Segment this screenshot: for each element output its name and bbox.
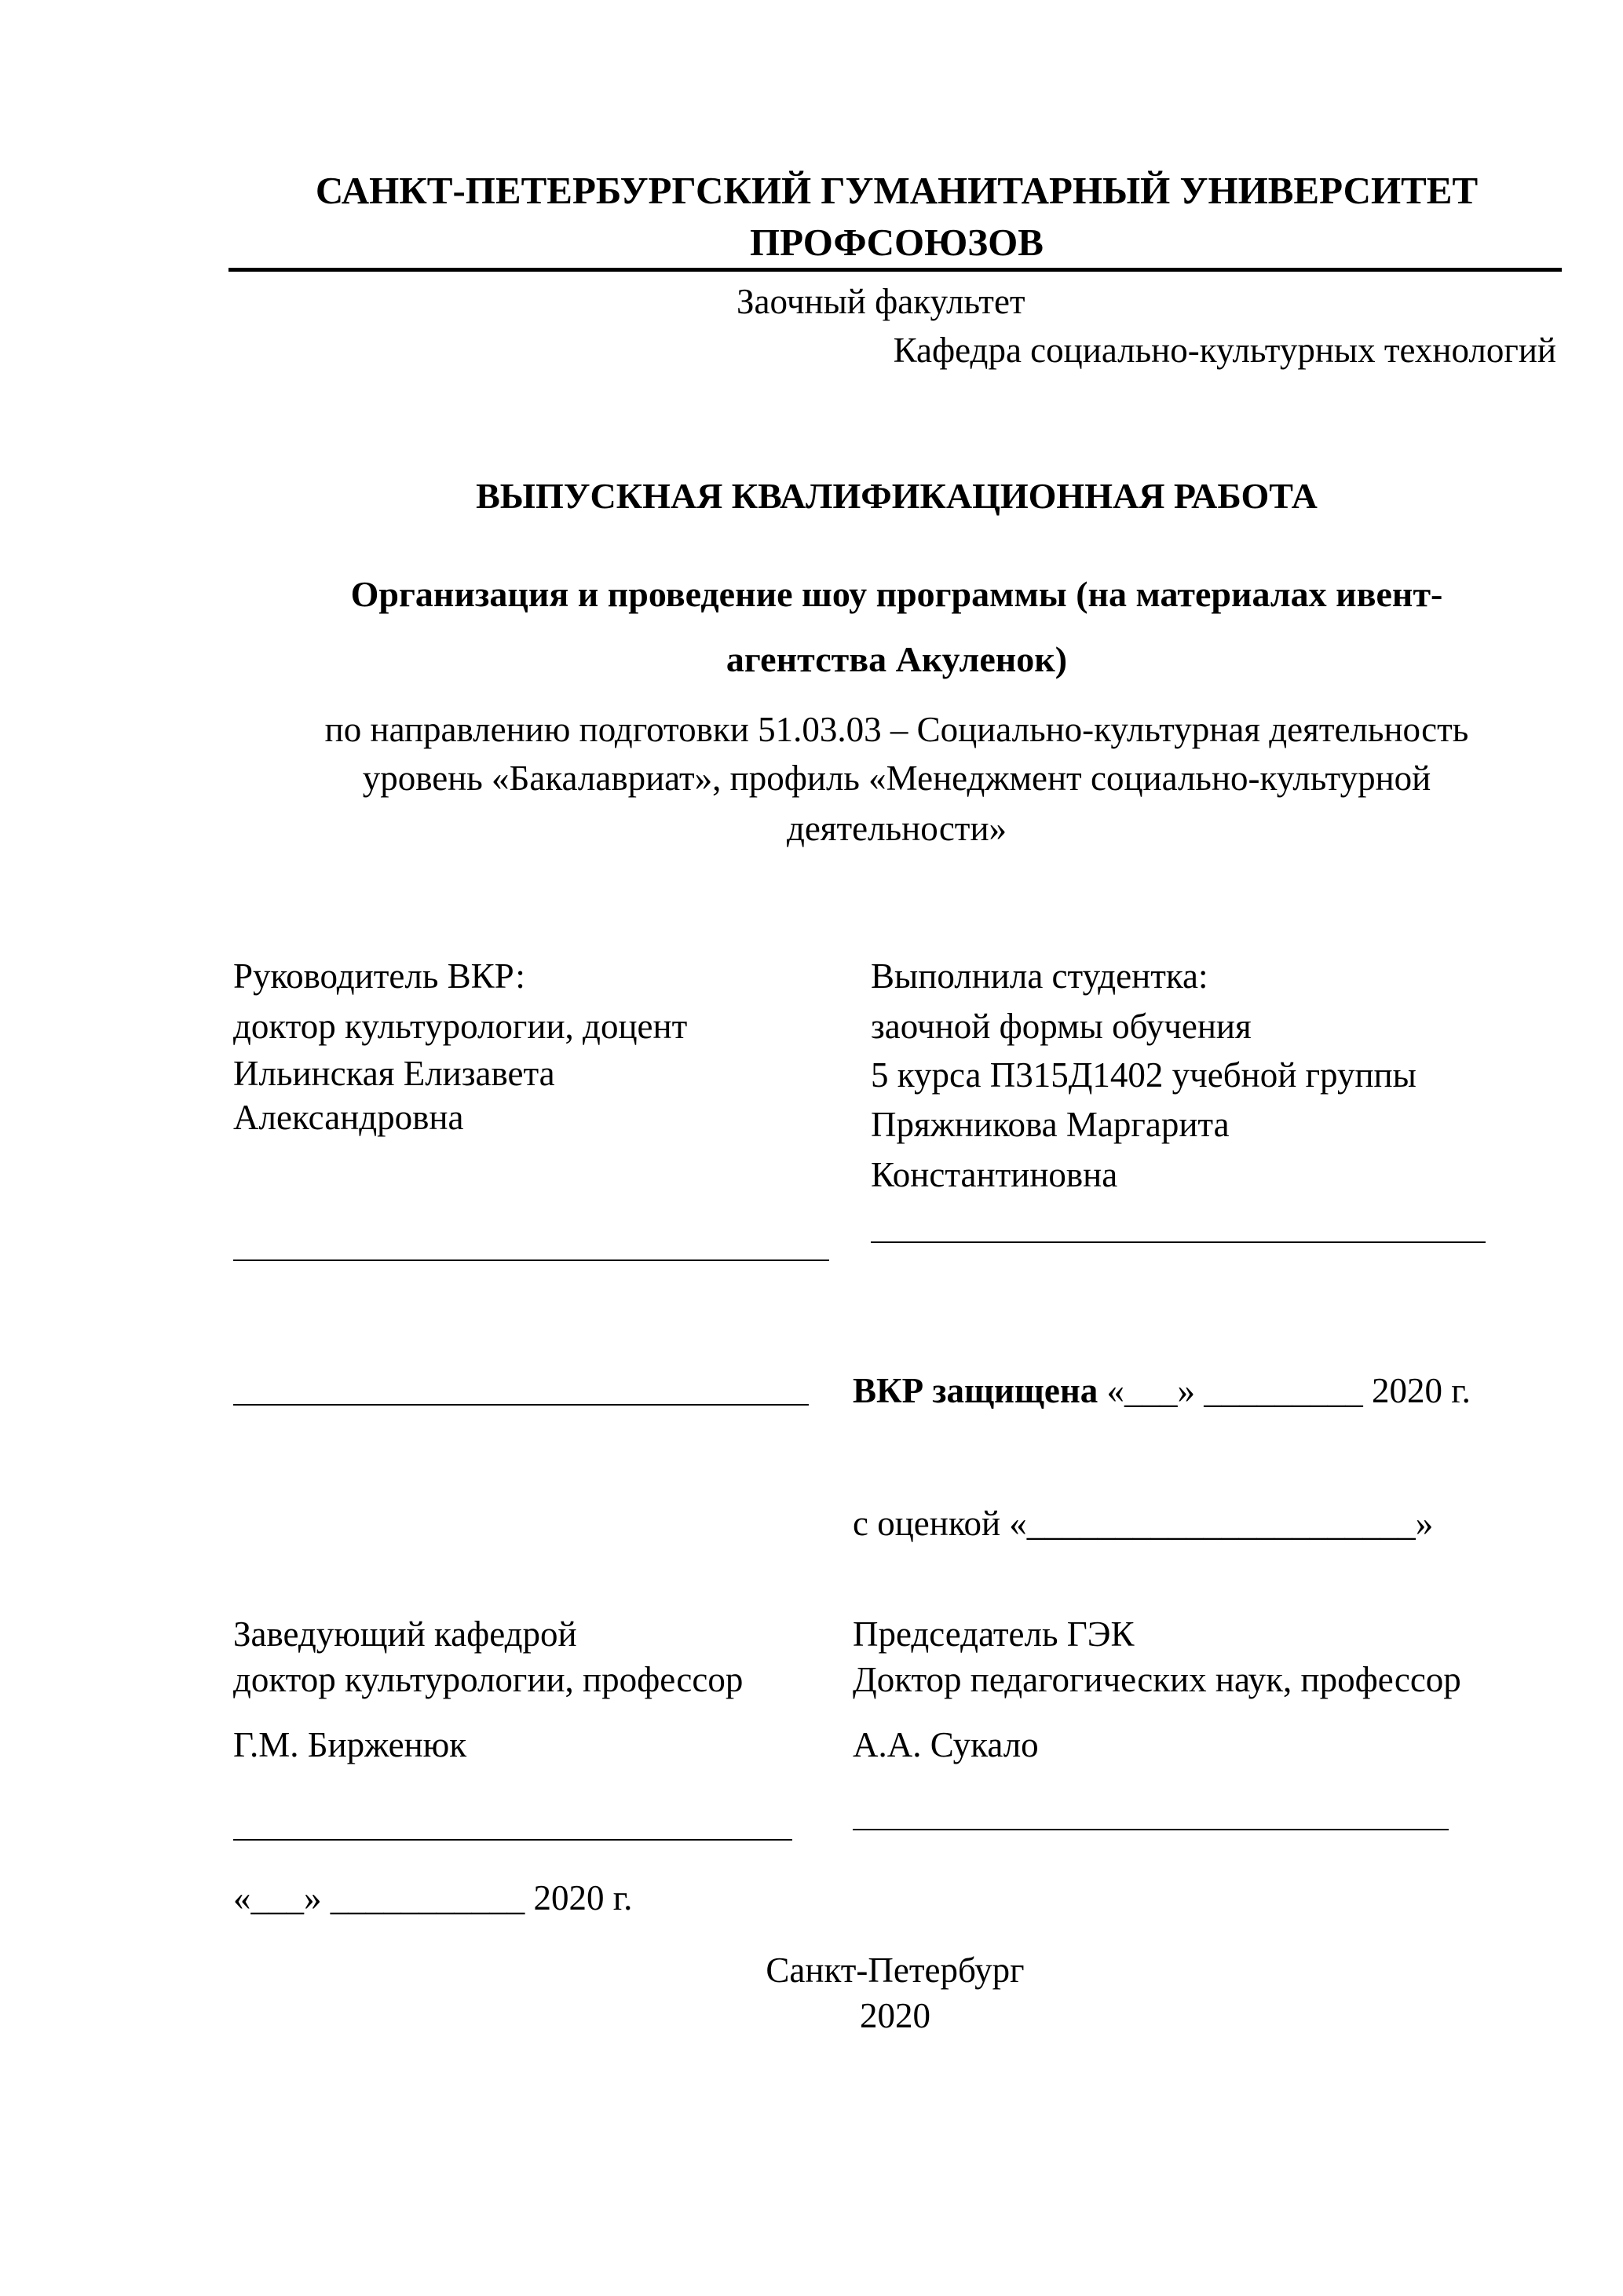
supervisor-degree: доктор культурологии, доцент	[233, 1007, 688, 1046]
supervisor-name-line2: Александровна	[233, 1098, 464, 1137]
university-name-line1: САНКТ-ПЕТЕРБУРГСКИЙ ГУМАНИТАРНЫЙ УНИВЕРСИТЕТ	[315, 169, 1479, 212]
student-name-line2: Константиновна	[871, 1155, 1118, 1194]
student-name-line1: Пряжникова Маргарита	[871, 1105, 1230, 1144]
faculty: Заочный факультет	[737, 282, 1025, 321]
supervisor-label: Руководитель ВКР:	[233, 956, 525, 996]
university-name-line2: ПРОФСОЮЗОВ	[750, 221, 1044, 264]
head-name: Г.М. Бирженюк	[233, 1725, 467, 1764]
head-degree: доктор культурологии, профессор	[233, 1660, 744, 1699]
head-label: Заведующий кафедрой	[233, 1614, 577, 1654]
student-group: 5 курса П315Д1402 учебной группы	[871, 1055, 1416, 1095]
supervisor-name-line1: Ильинская Елизавета	[233, 1054, 555, 1093]
chairman-name: А.А. Сукало	[853, 1725, 1039, 1764]
signature-line	[233, 1404, 809, 1406]
work-type: ВЫПУСКНАЯ КВАЛИФИКАЦИОННАЯ РАБОТА	[476, 476, 1318, 516]
defense-label: ВКР защищена	[853, 1371, 1098, 1410]
chairman-degree: Доктор педагогических наук, профессор	[853, 1660, 1461, 1699]
student-form: заочной формы обучения	[871, 1007, 1252, 1046]
direction-line2: уровень «Бакалавриат», профиль «Менеджмент социально-культурной	[362, 759, 1431, 798]
chairman-label: Председатель ГЭК	[853, 1614, 1135, 1654]
direction-line1: по направлению подготовки 51.03.03 – Социально-культурная деятельность	[324, 710, 1469, 749]
department: Кафедра социально-культурных технологий	[893, 331, 1556, 370]
student-label: Выполнила студентка:	[871, 956, 1208, 996]
topic-line1: Организация и проведение шоу программы (на материалах ивент-	[350, 574, 1443, 614]
student-signature-line	[871, 1241, 1486, 1243]
year: 2020	[860, 1996, 930, 2035]
topic-line2: агентства Акуленок)	[726, 639, 1068, 679]
head-signature-line	[233, 1839, 792, 1841]
header-rule	[228, 268, 1562, 272]
head-date: «___» ___________ 2020 г.	[233, 1878, 633, 1918]
defense-line	[853, 1369, 1471, 1412]
chairman-signature-line	[853, 1829, 1449, 1830]
city: Санкт-Петербург	[766, 1951, 1025, 1990]
defense-date: «___» _________ 2020 г.	[1098, 1371, 1471, 1410]
direction-line3: деятельности»	[786, 809, 1007, 848]
grade-line: с оценкой «______________________»	[853, 1504, 1434, 1543]
supervisor-signature-line	[233, 1260, 829, 1261]
